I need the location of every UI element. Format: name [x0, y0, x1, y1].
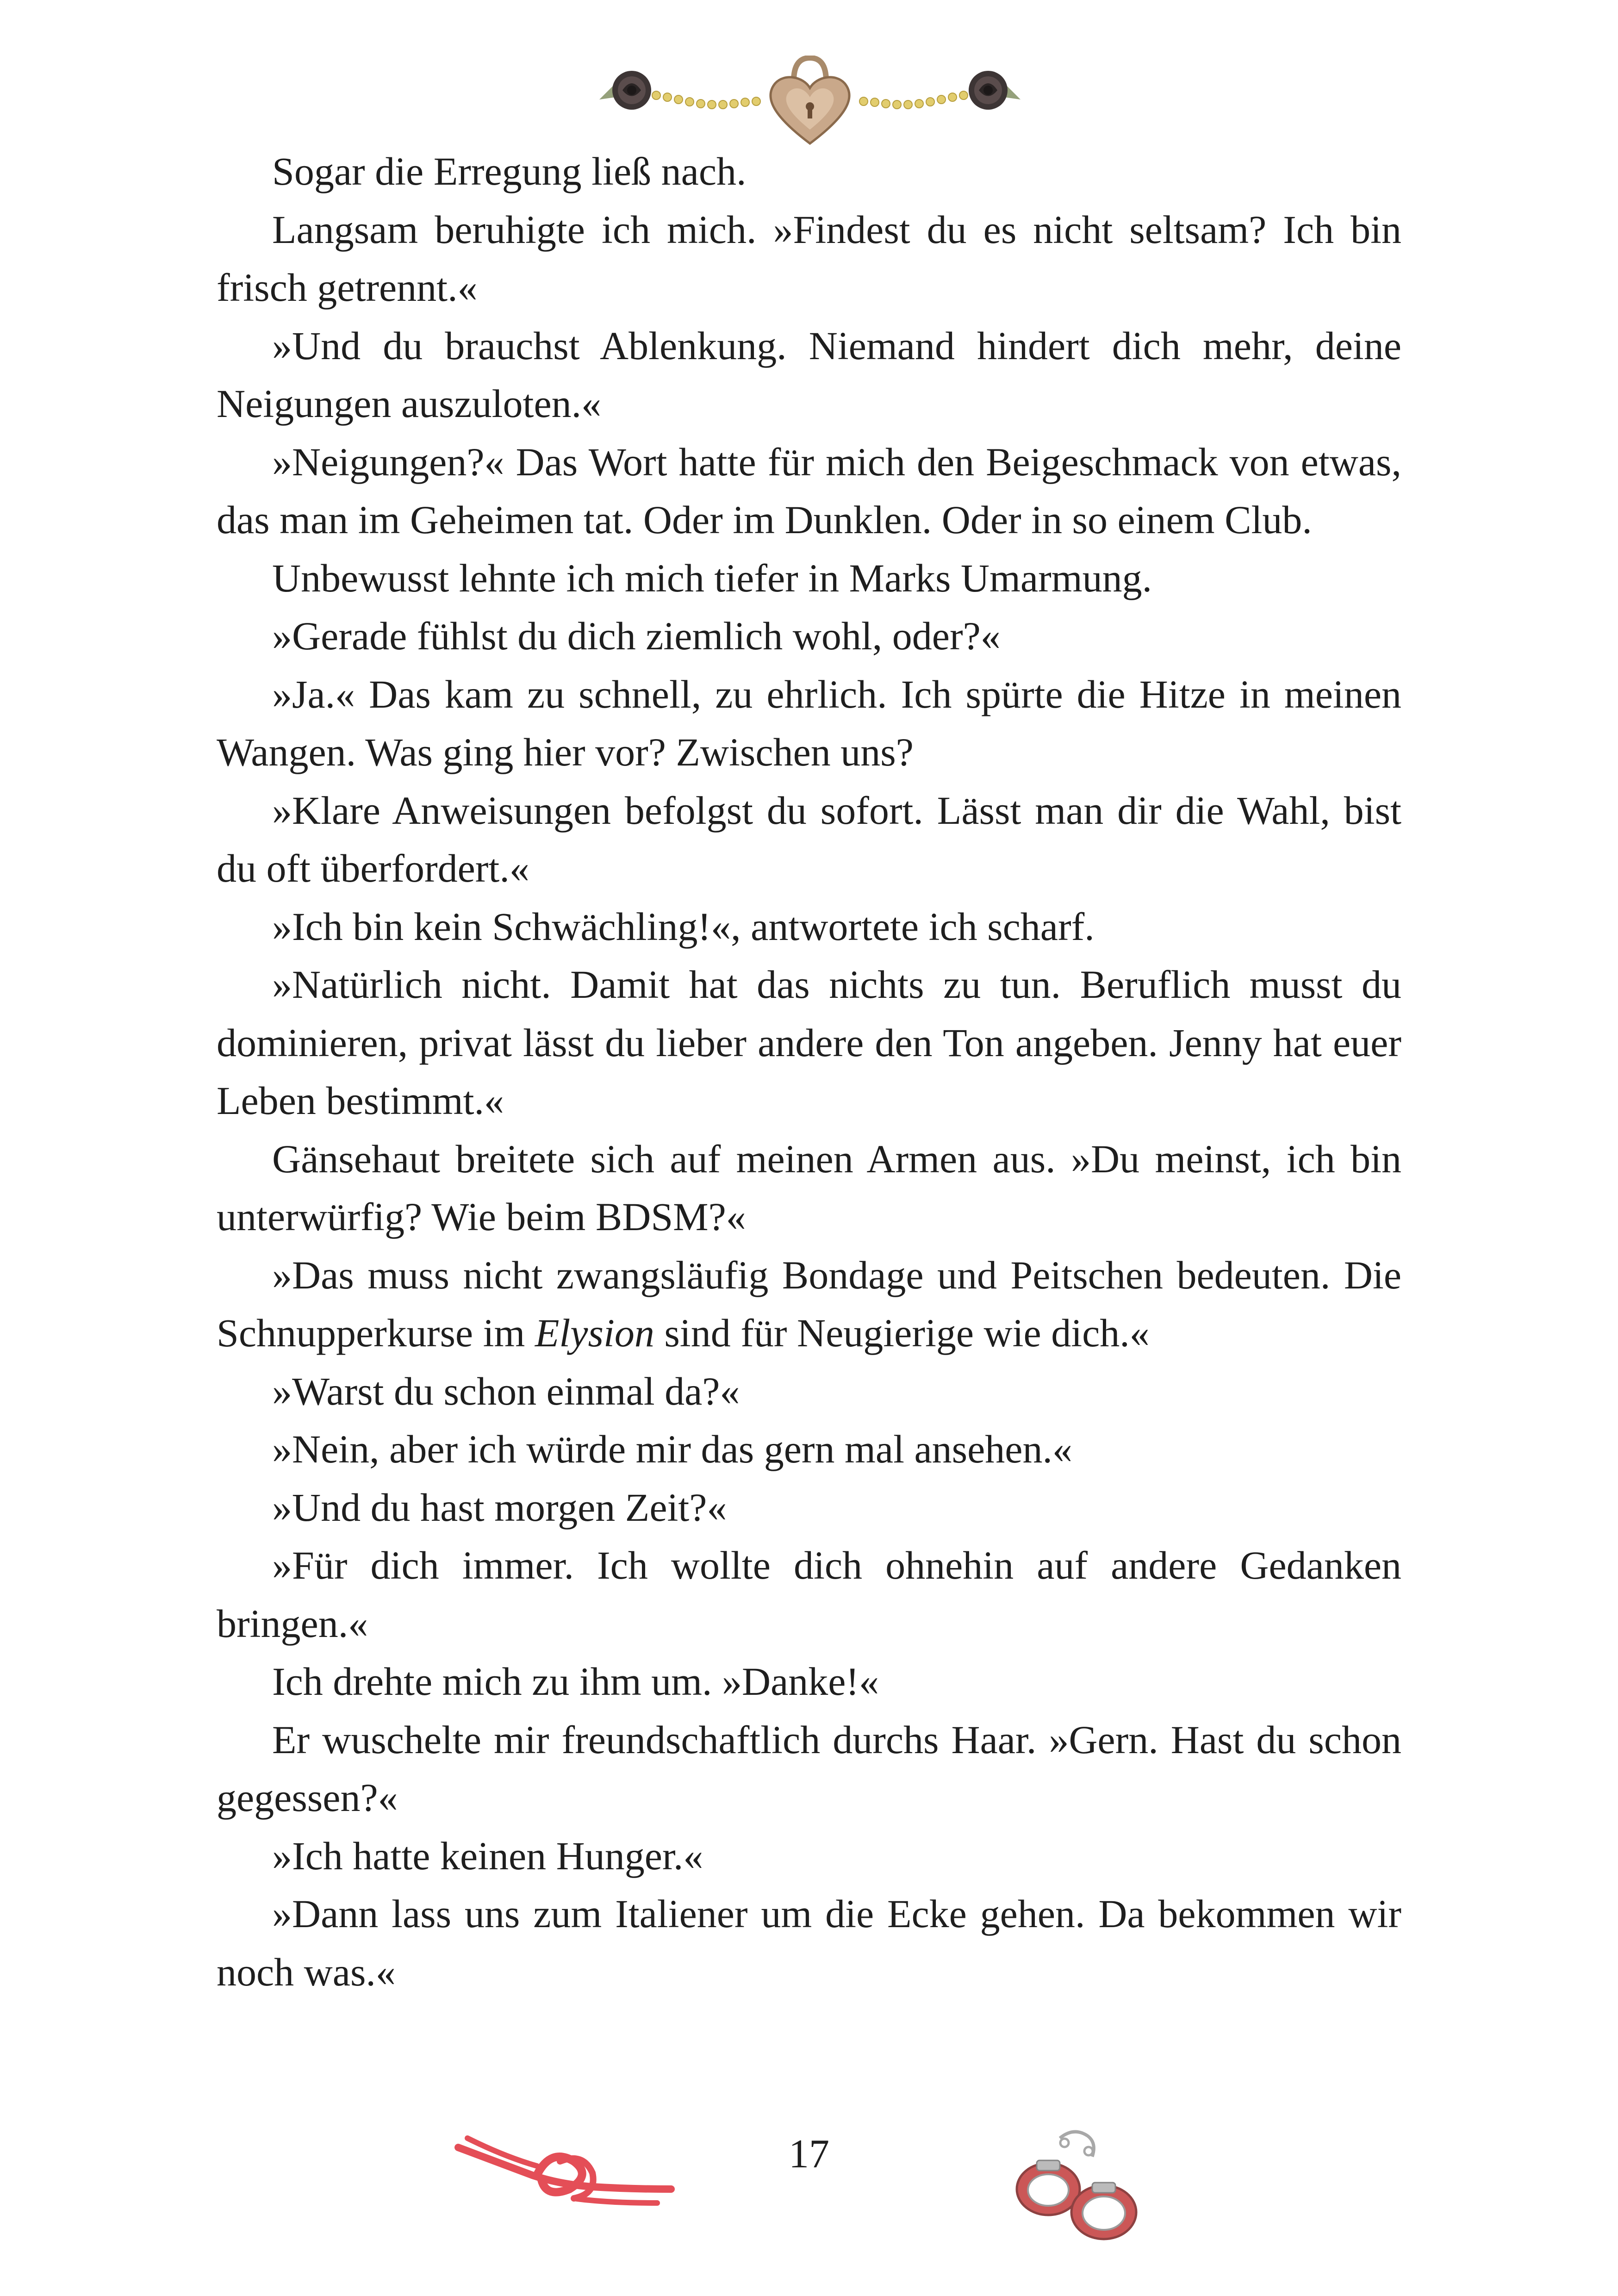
paragraph: »Klare Anweisungen befolgst du sofort. Lässt man dir die Wahl, bist du oft überfordert.« — [217, 788, 1401, 890]
paragraph: Unbewusst lehnte ich mich tiefer in Marks Umarmung. — [272, 555, 1152, 600]
paragraph: »Und du hast morgen Zeit?« — [272, 1485, 727, 1530]
paragraph: »Für dich immer. Ich wollte dich ohnehin auf andere Gedanken bringen.« — [217, 1543, 1401, 1646]
rose-left-icon — [599, 71, 651, 110]
paragraph — [217, 1246, 1401, 1363]
paragraph: »Gerade fühlst du dich ziemlich wohl, oder?« — [272, 614, 1001, 658]
page-number: 17 — [789, 2132, 829, 2177]
paragraph: Gänsehaut breitete sich auf meinen Armen aus. »Du meinst, ich bin unterwürfig? Wie beim BDSM?« — [217, 1136, 1401, 1239]
paragraph: Er wuschelte mir freundschaftlich durchs Haar. »Gern. Hast du schon gegessen?« — [217, 1717, 1401, 1820]
text-body — [217, 143, 1401, 2001]
handcuffs-icon — [1009, 2124, 1148, 2245]
paragraph: »Dann lass uns zum Italiener um die Ecke gehen. Da bekommen wir noch was.« — [217, 1892, 1401, 1994]
paragraph: »Ich hatte keinen Hunger.« — [272, 1833, 703, 1878]
paragraph: »Natürlich nicht. Damit hat das nichts zu tun. Beruflich musst du dominieren, privat lässt du lieber andere den Ton angeben. Jenny hat euer Leben bestimmt.« — [217, 962, 1401, 1123]
header-ornament-icon — [597, 56, 1023, 148]
paragraph: Langsam beruhigte ich mich. »Findest du es nicht seltsam? Ich bin frisch getrennt.« — [217, 207, 1401, 310]
paragraph: »Warst du schon einmal da?« — [272, 1369, 740, 1413]
paragraph: »Neigungen?« Das Wort hatte für mich den Beigeschmack von etwas, das man im Geheimen tat. Oder im Dunklen. Oder in so einem Club. — [217, 439, 1401, 542]
paragraph: »Ja.« Das kam zu schnell, zu ehrlich. Ich spürte die Hitze in meinen Wangen. Was ging hier vor? Zwischen uns? — [217, 672, 1401, 774]
paragraph: »Und du brauchst Ablenkung. Niemand hindert dich mehr, deine Neigungen auszuloten.« — [217, 323, 1401, 426]
paragraph: »Ich bin kein Schwächling!«, antwortete ich scharf. — [272, 904, 1095, 949]
paragraph-text: »Das muss nicht zwangsläufig Bondage und Peitschen bedeuten. Die Schnupperkurse im — [217, 1252, 1401, 1355]
rose-right-icon — [969, 71, 1021, 110]
paragraph: Sogar die Erregung ließ nach. — [272, 149, 747, 193]
club-name-italic: Elysion — [535, 1311, 654, 1355]
heart-padlock-icon — [771, 58, 849, 143]
red-rope-knot-icon — [454, 2129, 676, 2212]
paragraph-text: sind für Neugierige wie dich.« — [654, 1311, 1150, 1355]
paragraph: »Nein, aber ich würde mir das gern mal ansehen.« — [272, 1427, 1072, 1471]
paragraph: Ich drehte mich zu ihm um. »Danke!« — [272, 1659, 879, 1704]
